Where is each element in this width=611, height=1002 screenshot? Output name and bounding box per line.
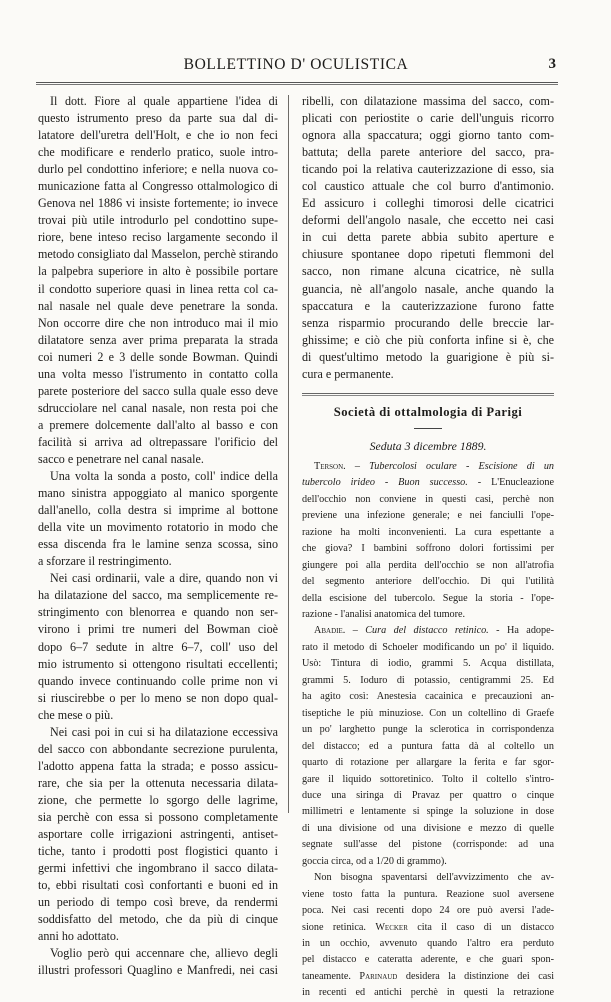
text-line: tiseptiche le più minuziose. Con un coltellino di Graefe (302, 707, 554, 719)
text-line: la palpebra superiore in alto è possibile portare (38, 264, 278, 279)
text-line: Una volta la sonda a posto, coll' indice della (50, 469, 278, 484)
text-line: ribelli, con dilatazione massima del sacco, com- (302, 94, 554, 108)
text-line: latatore dell'uretra dell'Holt, e che io non feci (38, 128, 278, 143)
text-line: di quest'ultimo metodo la guarigione è più si- (302, 349, 554, 364)
entry-discussion (302, 870, 554, 1002)
entry-heading: Terson. – Tubercolosi oculare - Escisione di un (314, 460, 555, 472)
text-line: un po' larghetto punge la sclerotica in corrispondenza (302, 724, 554, 736)
text-line: durlo pel condottino inferiore; e nella nuova co- (38, 162, 278, 177)
text-line: germi infettivi che ingombrano il sacco dilata- (38, 861, 278, 876)
text-line: del segmento anteriore dell'occhio. Di qui l'utilità (302, 576, 554, 588)
entry-text: - Ha adope- (496, 625, 555, 637)
text-line: nal nasale nel quale deve penetrare la sonda. (38, 298, 278, 313)
text-line: in recenti ed antichi perchè in questi la retrazione (302, 987, 554, 999)
text-line: segnate sull'asse del pistone (corrisponde: ad una (302, 839, 554, 851)
text-line: tiche, tanto i prodotti post flogistici quanto i (38, 844, 278, 859)
text-line: il condotto superiore quasi in linea retta col ca- (38, 281, 278, 296)
text-line: grammi 5. Ioduro di potassio, centigrammi 25. Ed (302, 674, 554, 686)
text-line: facilità si arriva ad oltrepassare l'orificio del (38, 434, 278, 449)
text-line: virono i primi tre numeri del Bowman cioè (38, 622, 278, 637)
left-column (38, 93, 278, 979)
text-line: to, ebbi risultati così confortanti e buoni ed in (38, 878, 278, 893)
text-line: riore, bene inteso reciso largamente secondo il (38, 230, 278, 245)
entry-terson (302, 459, 554, 624)
text-line: previene una infezione generale; e nei fanciulli l'ope- (302, 510, 554, 522)
column-divider (288, 95, 289, 813)
text-line: poca. Nei casi recenti dopo 24 ore può aversi l'ade- (302, 905, 554, 917)
entry-text: - L'Enucleazione (477, 477, 554, 489)
text-line: Nei casi poi in cui si ha dilatazione eccessiva (50, 724, 278, 739)
page-header (36, 56, 556, 74)
text-line: metodo consigliato dal Masselon, perchè stirando (38, 247, 278, 262)
text-line: quando invece continuando colle prime non vi (38, 673, 278, 688)
text-line: che giova? I bambini soffrono dolori fortissimi per (302, 543, 554, 555)
text-line: l'adotto appena fatta la strada; e posso assicu- (38, 758, 278, 773)
text-line: questo istrumento preso da parte sua dal di- (38, 111, 278, 126)
text-line: ha agito così: Anestesia cacainica e precauzioni an- (302, 691, 554, 703)
text-line: dall'anello, colla destra si imprime al bottone (38, 503, 278, 518)
text-line: stringimento con blenorrea e quando non ser- (38, 605, 278, 620)
text-line: del sacco con abbondante secrezione purulenta, (38, 741, 278, 756)
text-line: mio istrumento si ottengono risultati eccellenti; (38, 656, 278, 671)
text-line: cura e permanente. (302, 366, 394, 381)
text-line: Voglio però qui accennare che, allievo degli (50, 946, 278, 961)
text-line: rato il metodo di Schoeler modificando un po' il liquido. (302, 641, 554, 653)
text-line (302, 920, 554, 936)
text-line: viene tosto fatta la puntura. Reazione suol aversene (302, 888, 554, 900)
text-line: asportare colle irrigazioni astringenti, antiset- (38, 827, 278, 842)
text-line: ha dilatazione del sacco, ma semplicemente re- (38, 588, 278, 603)
text-line: in un occhio, avvenuto quando l'altro era perduto (302, 938, 554, 950)
entry-text: cita il caso di un distacco (417, 921, 554, 933)
text-line: Non occorre dire che non introduco mai il mio (38, 315, 278, 330)
text-line: ognora alla spaccatura; oggi giorno tanto com- (302, 128, 554, 143)
text-line: plicati con periostite o carie dell'unguis ricorro (302, 111, 554, 126)
entry-title-continued: tubercolo irideo - Buon successo. (302, 477, 468, 489)
text-line: a sforzare il restringimento. (38, 554, 172, 569)
text-line: dilatatore senza aver prima preparata la strada (38, 332, 278, 347)
text-line: senza risparmio procurando delle breccie lar- (302, 315, 554, 330)
author-name: Terson. (314, 460, 346, 472)
text-line: ghissime; e ciò che più conforta infine si è, che (302, 332, 554, 347)
entry-heading: Abadie. – Cura del distacco retinico. - Ha adope- (314, 625, 555, 637)
text-line: Non bisogna spaventarsi dell'avvizzimento che av- (314, 872, 554, 884)
text-line: razione - l'analisi anatomica del tumore. (302, 608, 466, 620)
author-name: Parinaud (359, 970, 398, 982)
text-line: essa discenda fra le lamine senza scossa, sino (38, 537, 278, 552)
entry-text: taneamente. (302, 970, 351, 982)
text-line: quarto di rotazione per allargare la ferita e far sgor- (302, 757, 554, 769)
text-line: Usò: Tintura di iodio, grammi 5. Acqua distillata, (302, 658, 554, 670)
author-name: Abadie. (314, 625, 346, 637)
running-title: BOLLETTINO D' OCULISTICA (183, 56, 409, 73)
section-rule (302, 393, 554, 396)
text-line: dell'occhio non conviene in questi casi, perchè non (302, 493, 554, 505)
entry-title: Tubercolosi oculare - Escisione di un (369, 460, 555, 472)
text-line: un periodo di tempo così breve, da rendermi (38, 895, 278, 910)
entry-text: sione retinica. (302, 921, 366, 933)
entry-title: Cura del distacco retinico. (365, 625, 489, 637)
text-line: che mese o più. (38, 707, 114, 722)
text-line: parete posteriore del sacco sulla quale esso deve (38, 383, 278, 398)
text-line: goccia circa, od a 1/20 di grammo). (302, 855, 447, 867)
text-line: in cui detta parete abbia subito aperture e (302, 230, 554, 245)
text-line: Il dott. Fiore al quale appartiene l'idea di (50, 94, 278, 108)
text-line: si riuscirebbe o per lo meno se non dopo qual- (38, 690, 278, 705)
text-line (302, 475, 554, 491)
text-line: Nei casi ordinarii, vale a dire, quando non vi (50, 571, 278, 586)
text-line: di una divisione od una divisione e mezzo di quelle (302, 822, 554, 834)
text-line: sia perchè con essa si possono completamente (38, 809, 278, 824)
text-line: Genova nel 1886 vi insiste fortemente; io invece (38, 196, 278, 211)
text-line: dopo 6–7 sedute in altre 6–7, coll' uso del (38, 639, 278, 654)
page-number: 3 (548, 56, 556, 72)
entry-text: desidera la distinzione dei casi (405, 970, 555, 982)
text-line: trovai più utile introdurlo pel condottino supe- (38, 213, 278, 228)
section-title: Società di ottalmologia di Parigi (333, 404, 523, 419)
text-line: sacco e penetrare nel canal nasale. (38, 451, 204, 466)
text-line: duce una siringa di Pravaz per quattro o cinque (302, 789, 554, 801)
text-line: a premere dolcemente dall'alto al basso e con (38, 417, 278, 432)
text-line: deformi dell'angolo nasale, che eccetto nei casi (302, 213, 554, 228)
text-line: coi numeri 2 e 3 delle sonde Bowman. Quindi (38, 349, 278, 364)
text-line: sacco, non rimane alcuna cicatrice, nè sulla (302, 264, 554, 279)
text-line: della escisione del tubercolo. Segue la storia - l'ope- (302, 592, 554, 604)
text-line: guancia, nè all'angolo nasale, anche quando la (302, 281, 554, 296)
text-line: sdrucciolare nel canal nasale, non resta poi che (38, 400, 278, 415)
text-line: soddisfatto del metodo, che da più di cinque (38, 912, 278, 927)
text-line: zione, che permette lo sgorgo delle lagrime, (38, 792, 278, 807)
text-line: rare, che sia per la ottenuta necessaria dilata- (38, 775, 278, 790)
text-line: anni ho adottato. (38, 929, 119, 944)
text-line: spaccatura e la cauterizzazione furono fatte (302, 298, 554, 313)
text-line: millimetri e lentamente si spinge la soluzione in dose (302, 806, 554, 818)
text-line: municazione fatta al Congresso ottalmologico di (38, 179, 278, 194)
right-column (302, 93, 554, 1002)
short-rule (414, 428, 442, 429)
text-line (302, 969, 554, 985)
text-line: Ed assicuro i colleghi timorosi delle cicatrici (302, 196, 554, 211)
text-line: del distacco; ed a puntura fatta dà al coltello un (302, 740, 554, 752)
text-line: col caustico attuale che col burro d'antimonio. (302, 179, 554, 194)
text-line: chiusure spontanee dopo ripetuti flemmoni del (302, 247, 554, 262)
text-line: gare il liquido sottoretinico. Tolto il coltello s'intro- (302, 773, 554, 785)
text-line: pel distacco e cateratta aderente, e che guarì spon- (302, 954, 554, 966)
text-line: mano sinistra appoggiato al manico sporgente (38, 486, 278, 501)
text-line: della vite un movimento rotatorio in modo che (38, 520, 278, 535)
entry-abadie (302, 623, 554, 870)
header-rule (36, 82, 558, 85)
text-line: che modificare e renderlo pratico, suole intro- (38, 145, 278, 160)
session-date: Seduta 3 dicembre 1889. (369, 438, 487, 453)
text-line: battuta; della parete anteriore del sacco, pra- (302, 145, 554, 160)
text-line: razione ha molti inconvenienti. La cura espettante a (302, 526, 554, 538)
text-line: giungere poi alla perdita dell'occhio se non all'atrofia (302, 559, 554, 571)
text-line: illustri professori Quaglino e Manfredi, nei casi (38, 963, 278, 978)
text-line: una volta messo l'istrumento in contatto colla (38, 366, 278, 381)
text-line: ticando poi la relativa cauterizzazione di esso, sia (302, 162, 554, 177)
author-name: Wecker (375, 921, 408, 933)
